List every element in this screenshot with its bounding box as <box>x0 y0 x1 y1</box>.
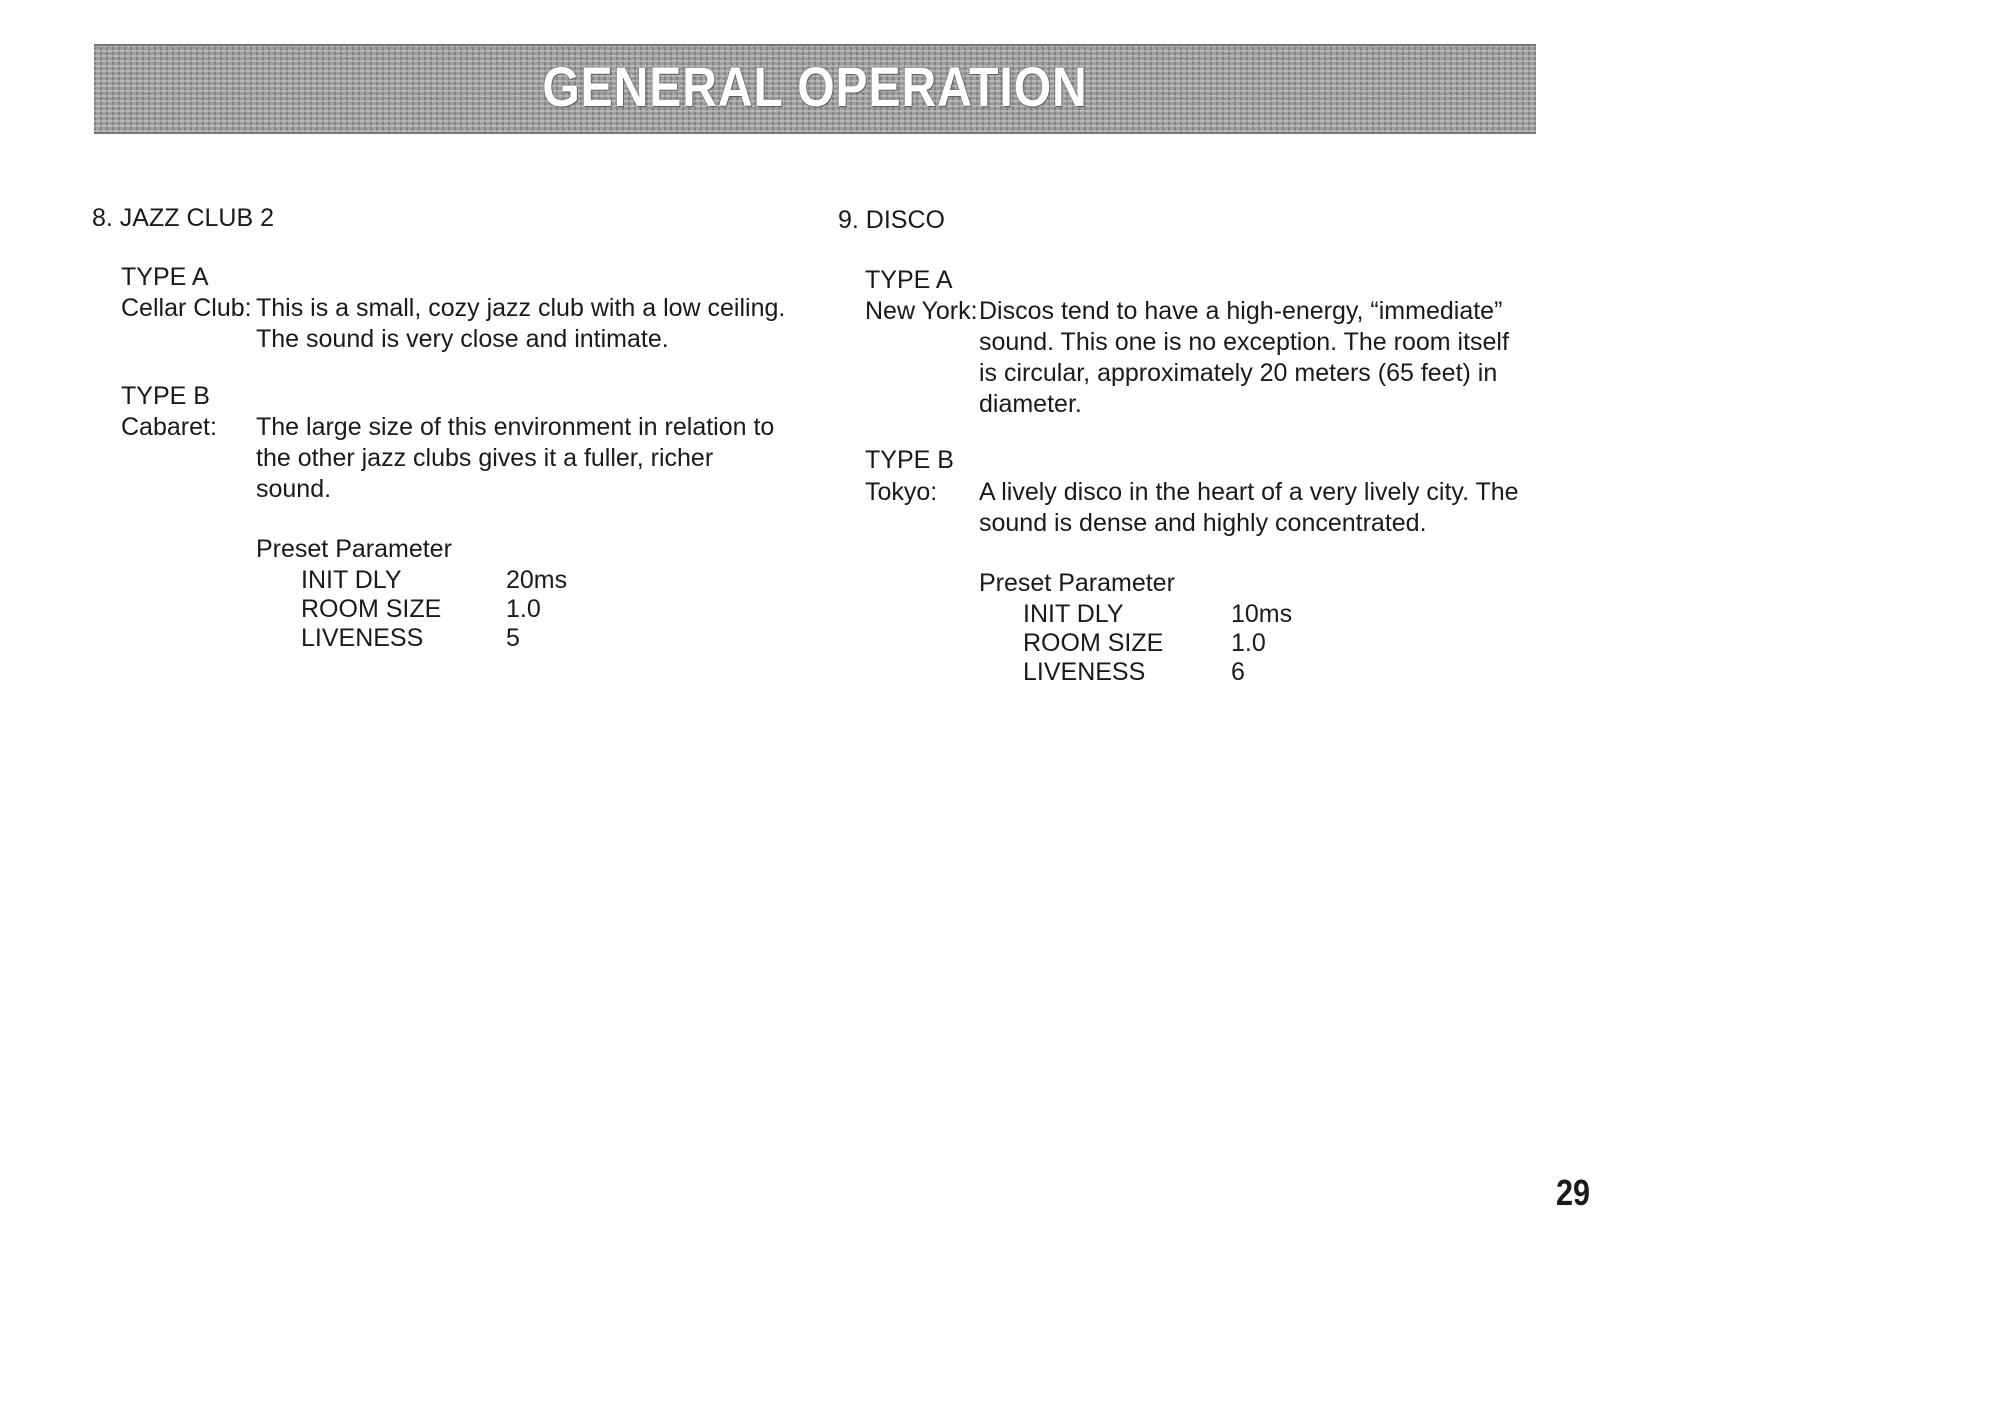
param-value-liveness: 5 <box>506 624 520 652</box>
type-b-label: TYPE B <box>121 382 210 410</box>
venue-cabaret: Cabaret: <box>121 413 217 441</box>
param-name-liveness: LIVENESS <box>301 624 424 652</box>
param-name-init-dly: INIT DLY <box>301 566 402 594</box>
param-value-liveness: 6 <box>1231 658 1245 686</box>
venue-cellar-club: Cellar Club: <box>121 294 252 322</box>
type-b-label: TYPE B <box>865 446 954 474</box>
param-value-room-size: 1.0 <box>1231 629 1266 657</box>
new-york-description: Discos tend to have a high-energy, “immediate” sound. This one is no exception. The room itself is circular, approximately 20 meters (65 feet) in diameter. <box>979 297 1509 418</box>
section-title-disco: 9. DISCO <box>838 206 945 234</box>
venue-new-york: New York: <box>865 297 978 325</box>
param-name-room-size: ROOM SIZE <box>1023 629 1164 657</box>
page-number: 29 <box>1556 1172 1591 1213</box>
cellar-club-description: This is a small, cozy jazz club with a low ceiling. The sound is very close and intimate. <box>256 294 786 353</box>
type-a-label: TYPE A <box>121 263 209 291</box>
param-value-room-size: 1.0 <box>506 595 541 623</box>
cabaret-description: The large size of this environment in relation to the other jazz clubs gives it a fuller, richer sound. <box>256 413 775 503</box>
param-name-room-size: ROOM SIZE <box>301 595 442 623</box>
param-name-liveness: LIVENESS <box>1023 658 1146 686</box>
preset-parameter-title: Preset Parameter <box>979 569 1175 597</box>
venue-tokyo: Tokyo: <box>865 478 938 506</box>
section-title-jazz-club-2: 8. JAZZ CLUB 2 <box>92 204 274 232</box>
type-a-label: TYPE A <box>865 266 953 294</box>
tokyo-description: A lively disco in the heart of a very lively city. The sound is dense and highly concentrated. <box>979 478 1519 537</box>
param-value-init-dly: 20ms <box>506 566 568 594</box>
param-name-init-dly: INIT DLY <box>1023 600 1124 628</box>
page-title: GENERAL OPERATION <box>542 55 1088 118</box>
param-value-init-dly: 10ms <box>1231 600 1293 628</box>
preset-parameter-title: Preset Parameter <box>256 535 452 563</box>
